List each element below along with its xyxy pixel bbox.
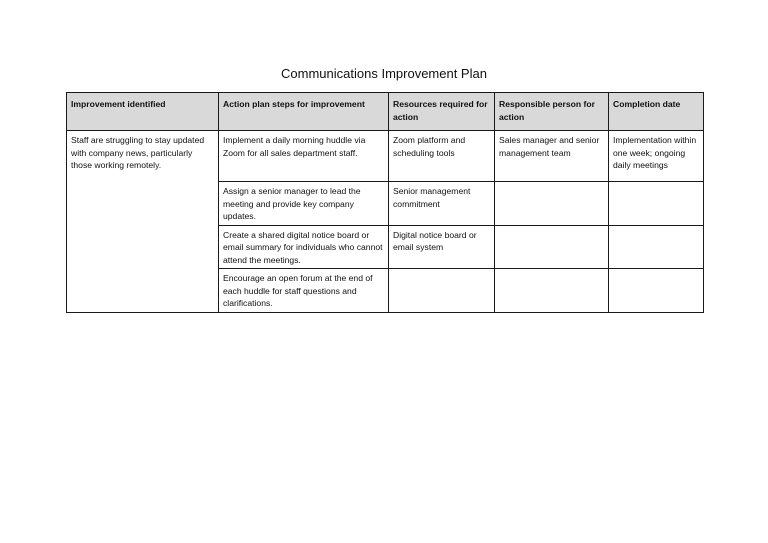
header-completion-date: Completion date bbox=[609, 93, 704, 131]
action-step-cell: Assign a senior manager to lead the meeting and provide key company updates. bbox=[219, 182, 389, 226]
responsible-cell bbox=[495, 269, 609, 313]
responsible-cell bbox=[495, 182, 609, 226]
resources-cell: Digital notice board or email system bbox=[389, 225, 495, 269]
header-resources-required: Resources required for action bbox=[389, 93, 495, 131]
document-title: Communications Improvement Plan bbox=[281, 66, 487, 81]
header-responsible-person: Responsible person for action bbox=[495, 93, 609, 131]
completion-cell bbox=[609, 182, 704, 226]
header-action-plan-steps: Action plan steps for improvement bbox=[219, 93, 389, 131]
resources-cell: Zoom platform and scheduling tools bbox=[389, 131, 495, 182]
completion-cell bbox=[609, 269, 704, 313]
table-row bbox=[67, 131, 704, 182]
responsible-cell: Sales manager and senior management team bbox=[495, 131, 609, 182]
header-improvement-identified: Improvement identified bbox=[67, 93, 219, 131]
table-header-row bbox=[67, 93, 704, 131]
completion-cell bbox=[609, 225, 704, 269]
action-step-cell: Create a shared digital notice board or email summary for individuals who cannot attend the meetings. bbox=[219, 225, 389, 269]
responsible-cell bbox=[495, 225, 609, 269]
resources-cell bbox=[389, 269, 495, 313]
action-step-cell: Implement a daily morning huddle via Zoom for all sales department staff. bbox=[219, 131, 389, 182]
resources-cell: Senior management commitment bbox=[389, 182, 495, 226]
completion-cell: Implementation within one week; ongoing daily meetings bbox=[609, 131, 704, 182]
improvement-identified-cell: Staff are struggling to stay updated with company news, particularly those working remotely. bbox=[67, 131, 219, 313]
improvement-plan-table bbox=[66, 92, 704, 313]
action-step-cell: Encourage an open forum at the end of each huddle for staff questions and clarifications. bbox=[219, 269, 389, 313]
